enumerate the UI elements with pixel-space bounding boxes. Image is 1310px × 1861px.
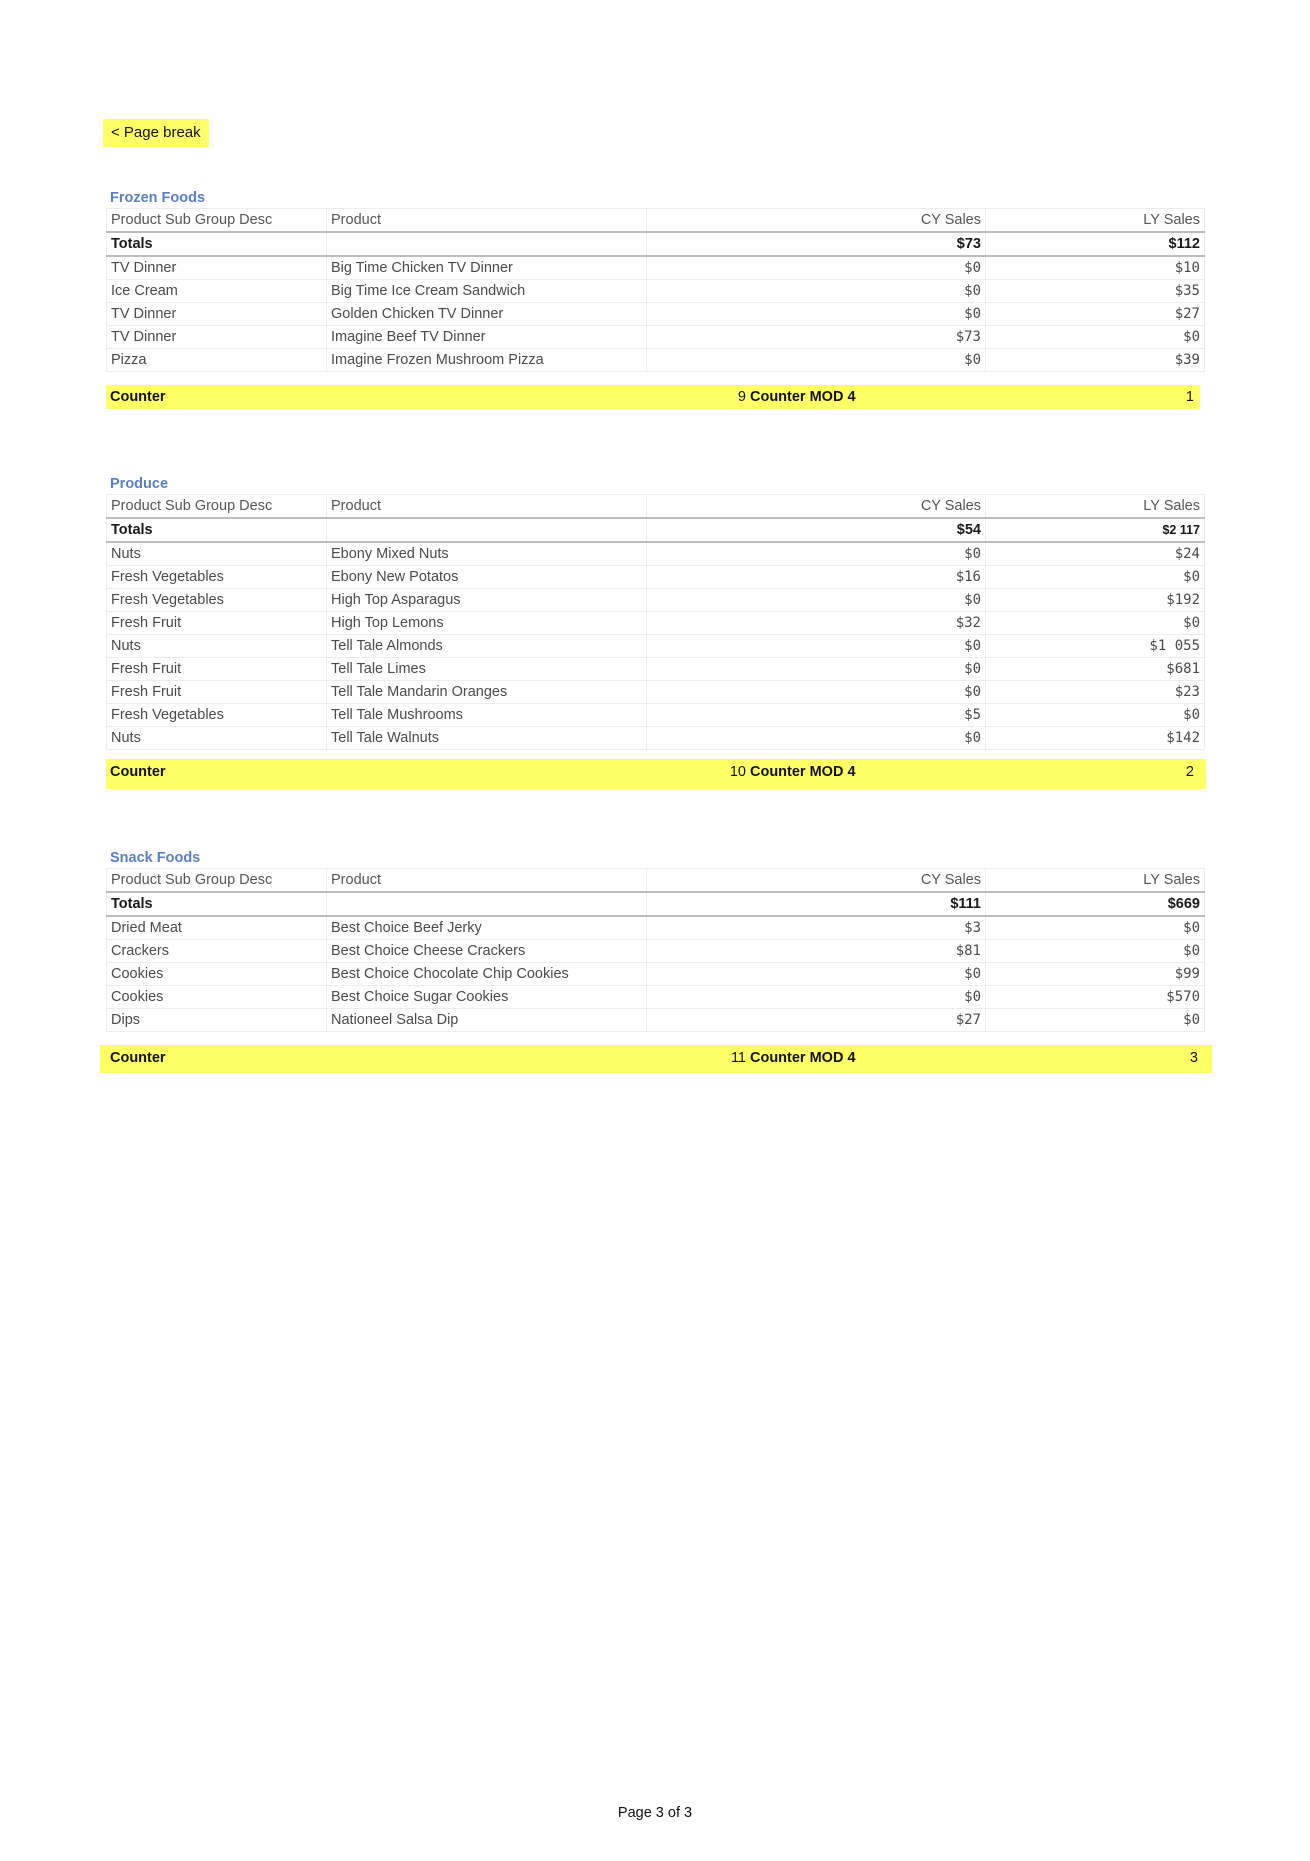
totals-cy: $73 — [647, 232, 986, 256]
sales-table — [106, 208, 1205, 372]
cell-subgroup: Fresh Vegetables — [107, 566, 327, 589]
table-row — [107, 589, 1205, 612]
cell-cy: $32 — [647, 612, 986, 635]
cell-subgroup: Nuts — [107, 635, 327, 658]
cell-ly: $23 — [986, 681, 1205, 704]
totals-cy: $54 — [647, 518, 986, 542]
table-row — [107, 704, 1205, 727]
counter-bar — [106, 759, 1206, 789]
section-frozen-foods — [106, 186, 1204, 372]
cell-ly: $681 — [986, 658, 1205, 681]
cell-product: Nationeel Salsa Dip — [327, 1009, 647, 1032]
cell-ly: $142 — [986, 727, 1205, 750]
cell-cy: $0 — [647, 963, 986, 986]
cell-cy: $0 — [647, 635, 986, 658]
totals-ly: $112 — [986, 232, 1205, 256]
totals-empty — [327, 892, 647, 916]
cell-subgroup: Cookies — [107, 986, 327, 1009]
column-header-cy-sales: CY Sales — [647, 869, 986, 893]
cell-product: Best Choice Chocolate Chip Cookies — [327, 963, 647, 986]
cell-cy: $0 — [647, 681, 986, 704]
cell-subgroup: Crackers — [107, 940, 327, 963]
cell-cy: $0 — [647, 542, 986, 566]
counter-mod-value: 1 — [1185, 389, 1194, 405]
cell-ly: $0 — [986, 940, 1205, 963]
cell-ly: $0 — [986, 566, 1205, 589]
cell-product: Imagine Frozen Mushroom Pizza — [327, 349, 647, 372]
cell-product: High Top Asparagus — [327, 589, 647, 612]
totals-cy: $111 — [647, 892, 986, 916]
cell-ly: $10 — [986, 256, 1205, 280]
table-row — [107, 963, 1205, 986]
totals-row — [107, 892, 1205, 916]
cell-ly: $39 — [986, 349, 1205, 372]
cell-ly: $1 055 — [986, 635, 1205, 658]
cell-ly: $570 — [986, 986, 1205, 1009]
totals-row — [107, 518, 1205, 542]
counter-label: Counter — [110, 389, 166, 405]
cell-product: Best Choice Beef Jerky — [327, 916, 647, 940]
cell-cy: $0 — [647, 256, 986, 280]
counter-mod-label: Counter MOD 4 — [750, 764, 856, 780]
column-header-ly-sales: LY Sales — [986, 869, 1205, 893]
counter-value: 11 — [730, 1050, 746, 1066]
page-break-marker: < Page break — [103, 119, 209, 147]
cell-ly: $192 — [986, 589, 1205, 612]
table-row — [107, 326, 1205, 349]
column-header-ly-sales: LY Sales — [986, 209, 1205, 233]
cell-cy: $81 — [647, 940, 986, 963]
sales-table — [106, 494, 1205, 750]
cell-subgroup: Pizza — [107, 349, 327, 372]
counter-label: Counter — [110, 764, 166, 780]
cell-cy: $73 — [647, 326, 986, 349]
cell-cy: $0 — [647, 280, 986, 303]
cell-ly: $27 — [986, 303, 1205, 326]
column-header-cy-sales: CY Sales — [647, 209, 986, 233]
cell-subgroup: Fresh Vegetables — [107, 589, 327, 612]
table-row — [107, 542, 1205, 566]
cell-ly: $0 — [986, 916, 1205, 940]
column-header-subgroup: Product Sub Group Desc — [107, 495, 327, 519]
counter-value: 10 — [729, 764, 746, 780]
section-snack-foods — [106, 846, 1204, 1032]
page-number: Page 3 of 3 — [617, 1805, 693, 1821]
cell-product: Best Choice Cheese Crackers — [327, 940, 647, 963]
cell-product: Ebony Mixed Nuts — [327, 542, 647, 566]
cell-cy: $27 — [647, 1009, 986, 1032]
table-header-row — [107, 209, 1205, 233]
table-row — [107, 986, 1205, 1009]
totals-empty — [327, 518, 647, 542]
cell-subgroup: Fresh Fruit — [107, 681, 327, 704]
section-produce — [106, 472, 1204, 750]
cell-subgroup: Nuts — [107, 727, 327, 750]
counter-mod-label: Counter MOD 4 — [750, 389, 856, 405]
cell-subgroup: Fresh Fruit — [107, 612, 327, 635]
counter-mod-value: 2 — [1185, 764, 1194, 780]
table-row — [107, 635, 1205, 658]
table-row — [107, 612, 1205, 635]
column-header-ly-sales: LY Sales — [986, 495, 1205, 519]
totals-row — [107, 232, 1205, 256]
column-header-product: Product — [327, 209, 647, 233]
cell-ly: $0 — [986, 704, 1205, 727]
section-title: Produce — [110, 476, 169, 492]
cell-cy: $0 — [647, 589, 986, 612]
table-row — [107, 349, 1205, 372]
cell-product: High Top Lemons — [327, 612, 647, 635]
cell-ly: $0 — [986, 1009, 1205, 1032]
totals-ly: $2 117 — [986, 518, 1205, 542]
cell-cy: $5 — [647, 704, 986, 727]
cell-product: Tell Tale Limes — [327, 658, 647, 681]
cell-product: Imagine Beef TV Dinner — [327, 326, 647, 349]
table-header-row — [107, 495, 1205, 519]
totals-empty — [327, 232, 647, 256]
cell-subgroup: Dips — [107, 1009, 327, 1032]
column-header-cy-sales: CY Sales — [647, 495, 986, 519]
cell-ly: $24 — [986, 542, 1205, 566]
totals-label: Totals — [107, 232, 327, 256]
table-row — [107, 256, 1205, 280]
cell-product: Ebony New Potatos — [327, 566, 647, 589]
cell-subgroup: Cookies — [107, 963, 327, 986]
cell-product: Big Time Chicken TV Dinner — [327, 256, 647, 280]
table-row — [107, 916, 1205, 940]
cell-ly: $0 — [986, 326, 1205, 349]
cell-subgroup: Dried Meat — [107, 916, 327, 940]
column-header-product: Product — [327, 495, 647, 519]
cell-subgroup: TV Dinner — [107, 326, 327, 349]
counter-label: Counter — [110, 1050, 166, 1066]
column-header-subgroup: Product Sub Group Desc — [107, 869, 327, 893]
cell-ly: $0 — [986, 612, 1205, 635]
column-header-subgroup: Product Sub Group Desc — [107, 209, 327, 233]
cell-cy: $0 — [647, 349, 986, 372]
cell-ly: $99 — [986, 963, 1205, 986]
cell-cy: $0 — [647, 658, 986, 681]
counter-value: 9 — [737, 389, 746, 405]
section-title: Snack Foods — [110, 850, 201, 866]
cell-subgroup: Nuts — [107, 542, 327, 566]
table-row — [107, 303, 1205, 326]
sales-table — [106, 868, 1205, 1032]
table-row — [107, 566, 1205, 589]
counter-bar — [106, 385, 1200, 409]
cell-subgroup: Fresh Vegetables — [107, 704, 327, 727]
cell-product: Big Time Ice Cream Sandwich — [327, 280, 647, 303]
cell-subgroup: TV Dinner — [107, 303, 327, 326]
cell-cy: $0 — [647, 727, 986, 750]
totals-label: Totals — [107, 518, 327, 542]
counter-mod-label: Counter MOD 4 — [750, 1050, 856, 1066]
totals-ly: $669 — [986, 892, 1205, 916]
cell-cy: $0 — [647, 303, 986, 326]
table-row — [107, 280, 1205, 303]
cell-product: Tell Tale Walnuts — [327, 727, 647, 750]
cell-subgroup: Ice Cream — [107, 280, 327, 303]
cell-subgroup: TV Dinner — [107, 256, 327, 280]
section-title: Frozen Foods — [110, 190, 206, 206]
column-header-product: Product — [327, 869, 647, 893]
table-row — [107, 658, 1205, 681]
counter-mod-value: 3 — [1189, 1050, 1198, 1066]
cell-product: Tell Tale Mushrooms — [327, 704, 647, 727]
table-row — [107, 1009, 1205, 1032]
cell-product: Best Choice Sugar Cookies — [327, 986, 647, 1009]
table-row — [107, 681, 1205, 704]
totals-label: Totals — [107, 892, 327, 916]
cell-product: Golden Chicken TV Dinner — [327, 303, 647, 326]
cell-cy: $0 — [647, 986, 986, 1009]
cell-subgroup: Fresh Fruit — [107, 658, 327, 681]
cell-cy: $3 — [647, 916, 986, 940]
counter-bar — [100, 1045, 1212, 1073]
cell-product: Tell Tale Almonds — [327, 635, 647, 658]
cell-ly: $35 — [986, 280, 1205, 303]
table-row — [107, 727, 1205, 750]
cell-product: Tell Tale Mandarin Oranges — [327, 681, 647, 704]
table-row — [107, 940, 1205, 963]
table-header-row — [107, 869, 1205, 893]
cell-cy: $16 — [647, 566, 986, 589]
